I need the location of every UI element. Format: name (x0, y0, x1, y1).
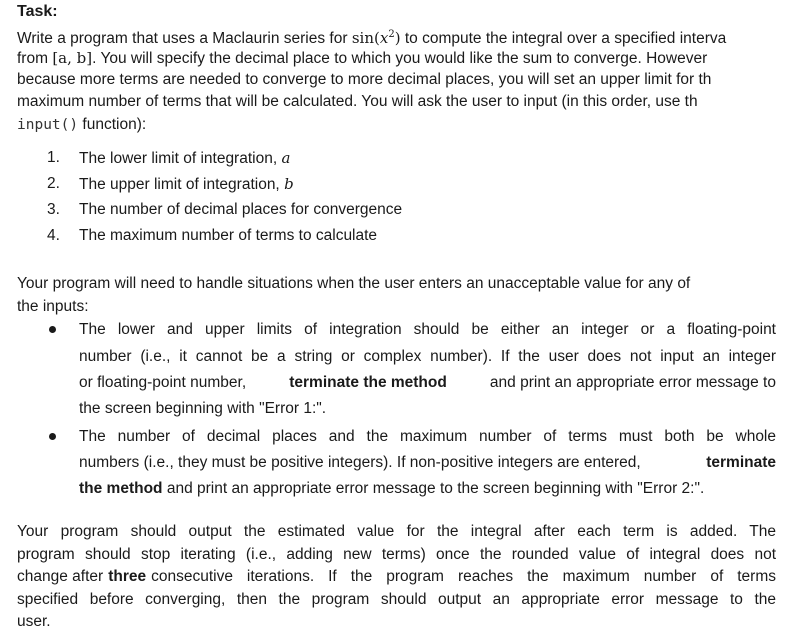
output-line-4: specified before converging, then the program should output an appropriate error message to the (17, 591, 776, 608)
list-item-4: The maximum number of terms to calculate (79, 227, 378, 244)
math-interval: [a, b] (52, 49, 93, 67)
bullet-1-line-3 (79, 372, 776, 394)
intro-line-5 (17, 114, 146, 136)
handle-line-1: Your program will need to handle situations when the user enters an unacceptable value for any of (17, 275, 691, 292)
intro-line-2 (17, 47, 707, 70)
bullet-1-line-3-b: and print an appropriate error message to (489, 374, 776, 391)
output-bold-three: three (108, 568, 147, 585)
output-line-3 (17, 566, 776, 588)
math-var-x: x (379, 29, 389, 47)
bullet-1-line-1: The lower and upper limits of integration should be either an integer or a floating-point (79, 321, 776, 338)
bullet-2-line-1: The number of decimal places and the maximum number of terms must both be whole (79, 428, 776, 445)
bullet-1-bold-terminate: terminate the method (289, 374, 447, 391)
list-number-3: 3. (47, 201, 60, 218)
output-line-5: user. (17, 613, 51, 630)
math-close-paren: ) (394, 29, 401, 47)
intro-line-1-text-b: to compute the integral over a specified interva (404, 30, 727, 47)
math-superscript: 2 (388, 29, 395, 40)
task-heading: Task: (17, 3, 58, 20)
bullet-2-line-3 (79, 478, 704, 500)
list-item-1-var: a (281, 149, 291, 167)
output-line-3-b: consecutive iterations. If the program reaches the maximum number of terms (151, 568, 776, 585)
list-number-4: 4. (47, 227, 60, 244)
bullet-dot-1 (49, 326, 56, 333)
output-line-3-a: change after (17, 568, 104, 585)
list-number-1: 1. (47, 149, 60, 166)
intro-line-2-text-a: from (17, 50, 48, 67)
list-item-2-text: The upper limit of integration, (79, 176, 280, 193)
bullet-2-line-2-a: numbers (i.e., they must be positive integers). If non-positive integers are entered, (79, 454, 641, 471)
output-line-1: Your program should output the estimated value for the integral after each term is added. The (17, 523, 776, 540)
bullet-1-line-2: number (i.e., it cannot be a string or complex number). If the user does not input an integer (79, 348, 776, 365)
intro-line-1-text-a: Write a program that uses a Maclaurin series for (17, 30, 348, 47)
bullet-2-bold-terminate: terminate (706, 454, 776, 471)
list-item-3: The number of decimal places for convergence (79, 201, 403, 218)
bullet-2-bold-the-method: the method (79, 480, 163, 497)
bullet-1-line-4: the screen beginning with "Error 1:". (79, 400, 327, 417)
bullet-2-line-2 (79, 452, 776, 474)
list-item-1 (79, 147, 290, 170)
intro-line-3: because more terms are needed to converge to more decimal places, you will set an upper limit for th (17, 71, 712, 88)
handle-line-2: the inputs: (17, 298, 89, 315)
intro-line-5-text: function): (82, 116, 147, 133)
list-item-2 (79, 173, 294, 196)
bullet-dot-2 (49, 433, 56, 440)
list-number-2: 2. (47, 175, 60, 192)
math-sin-fn: sin( (351, 29, 380, 47)
intro-line-4: maximum number of terms that will be calculated. You will ask the user to input (in this order, use th (17, 93, 698, 110)
math-sin (352, 29, 401, 47)
intro-line-2-text-b: . You will specify the decimal place to which you would like the sum to converge. However (92, 50, 708, 67)
list-item-2-var: b (284, 175, 294, 193)
output-line-2: program should stop iterating (i.e., adding new terms) once the rounded value of integral does not (17, 546, 776, 563)
list-item-1-text: The lower limit of integration, (79, 150, 278, 167)
bullet-1-line-3-a: or floating-point number, (79, 374, 247, 391)
code-input-function: input() (17, 117, 79, 133)
bullet-2-line-3-b: and print an appropriate error message to the screen beginning with "Error 2:". (166, 480, 705, 497)
